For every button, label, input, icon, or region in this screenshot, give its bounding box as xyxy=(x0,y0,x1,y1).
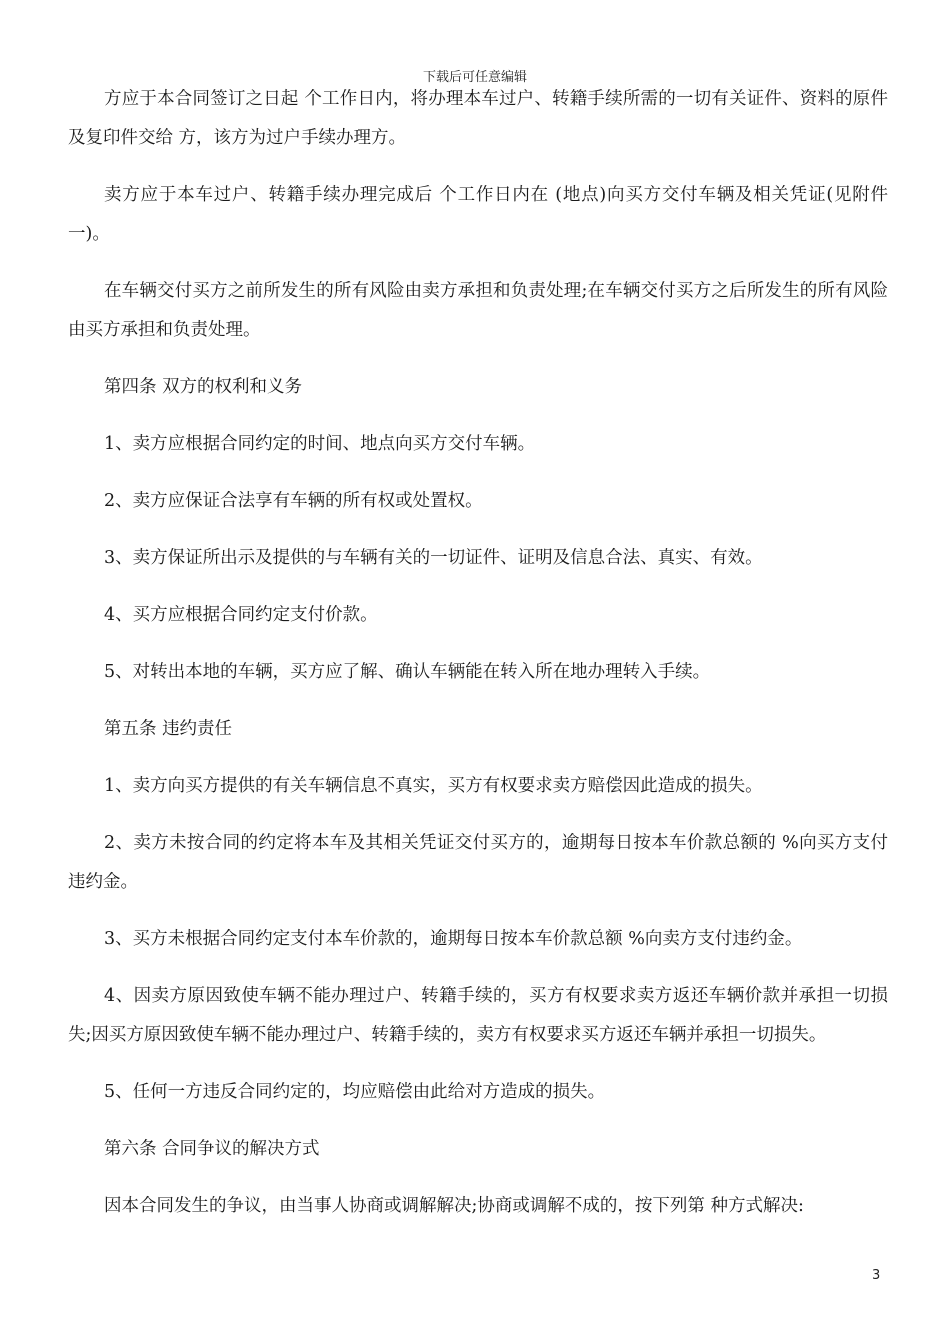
section-heading-rights: 第四条 双方的权利和义务 xyxy=(104,377,303,397)
rights-item-3: 3、卖方保证所出示及提供的与车辆有关的一切证件、证明及信息合法、真实、有效。 xyxy=(104,548,763,568)
liability-item-3: 3、买方未根据合同约定支付本车价款的，逾期每日按本车价款总额 %向卖方支付违约金。 xyxy=(104,929,803,949)
paragraph-risk: 在车辆交付买方之前所发生的所有风险由卖方承担和负责处理;在车辆交付买方之后所发生的所有风险由买方承担和负责处理。 xyxy=(68,281,888,340)
liability-item-5: 5、任何一方违反合同约定的，均应赔偿由此给对方造成的损失。 xyxy=(104,1082,606,1102)
header-note: 下载后可任意编辑 xyxy=(422,70,527,85)
rights-item-4: 4、买方应根据合同约定支付价款。 xyxy=(104,605,378,625)
dispute-resolution-paragraph: 因本合同发生的争议，由当事人协商或调解解决;协商或调解不成的，按下列第 种方式解决: xyxy=(104,1196,804,1216)
rights-item-2: 2、卖方应保证合法享有车辆的所有权或处置权。 xyxy=(104,491,483,511)
document-body xyxy=(68,80,888,1244)
paragraph-vehicle-delivery: 卖方应于本车过户、转籍手续办理完成后 个工作日内在 (地点)向买方交付车辆及相关凭证(见附件一)。 xyxy=(68,185,888,244)
section-heading-dispute: 第六条 合同争议的解决方式 xyxy=(104,1139,320,1159)
paragraph-transfer-docs: 方应于本合同签订之日起 个工作日内，将办理本车过户、转籍手续所需的一切有关证件、资料的原件及复印件交给 方，该方为过户手续办理方。 xyxy=(68,89,888,148)
liability-item-1: 1、卖方向买方提供的有关车辆信息不真实，买方有权要求卖方赔偿因此造成的损失。 xyxy=(104,776,763,796)
page-number: 3 xyxy=(872,1268,881,1283)
rights-item-1: 1、卖方应根据合同约定的时间、地点向买方交付车辆。 xyxy=(104,434,536,454)
rights-item-5: 5、对转出本地的车辆，买方应了解、确认车辆能在转入所在地办理转入手续。 xyxy=(104,662,711,682)
liability-item-4: 4、因卖方原因致使车辆不能办理过户、转籍手续的，买方有权要求卖方返还车辆价款并承担一切损失;因买方原因致使车辆不能办理过户、转籍手续的，卖方有权要求买方返还车辆并承担一切损失。 xyxy=(68,986,888,1045)
liability-item-2: 2、卖方未按合同的约定将本车及其相关凭证交付买方的，逾期每日按本车价款总额的 %向买方支付违约金。 xyxy=(68,833,888,892)
section-heading-liability: 第五条 违约责任 xyxy=(104,719,233,739)
